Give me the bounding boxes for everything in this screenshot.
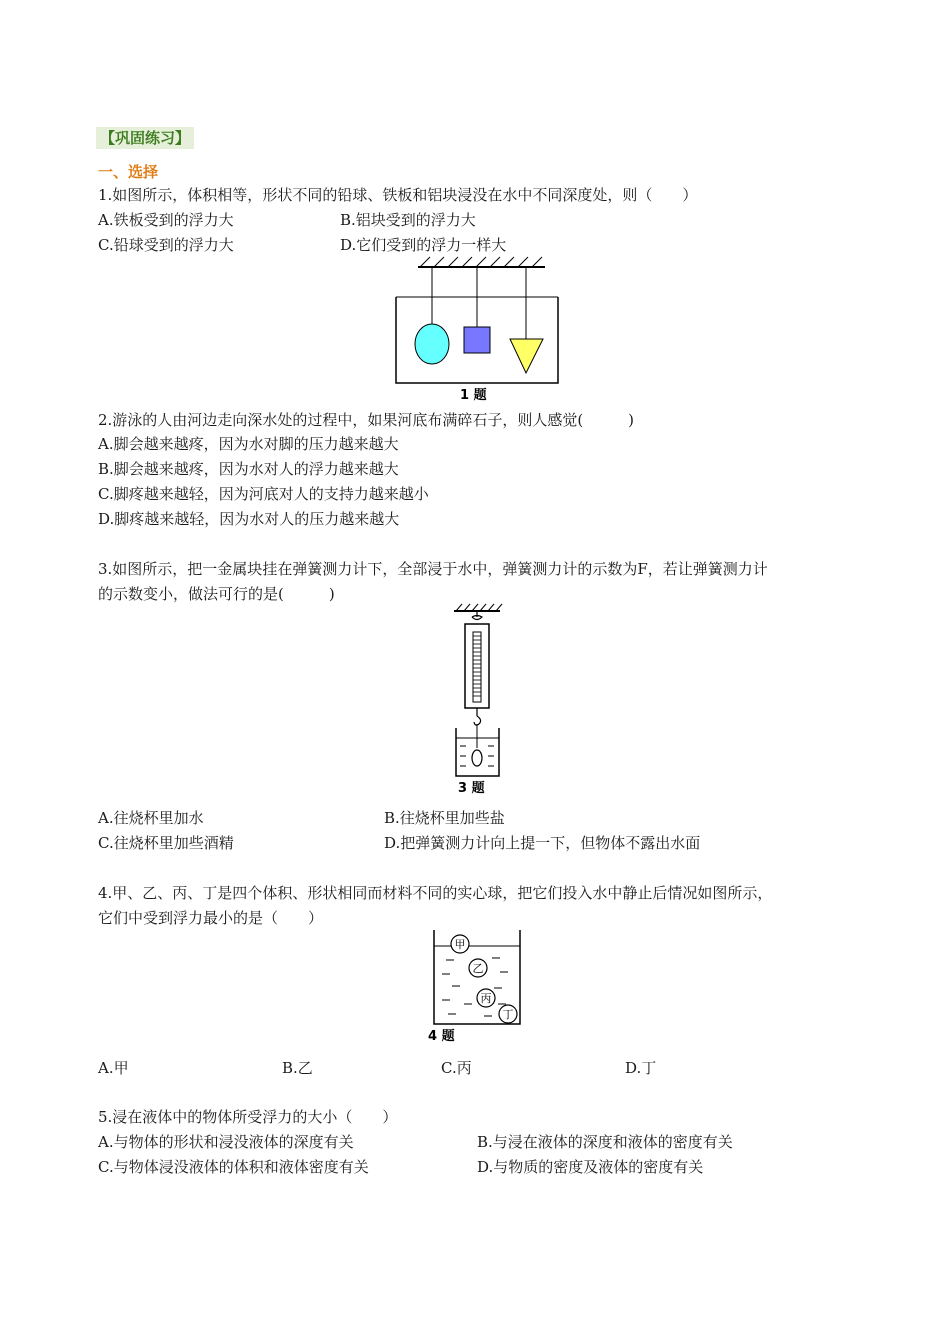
q2-option-d: D.脚疼越来越轻，因为水对人的压力越来越大: [98, 510, 400, 528]
q4-figure: [428, 926, 528, 1046]
q4-option-a: A.甲: [98, 1059, 129, 1077]
q2-option-c: C.脚疼越来越轻，因为河底对人的支持力越来越小: [98, 485, 429, 503]
lead-sphere: [415, 324, 449, 364]
q1-stem: 1.如图所示，体积相等，形状不同的铅球、铁板和铝块浸没在水中不同深度处，则（ ）: [98, 186, 698, 204]
q3-option-a: A.往烧杯里加水: [98, 809, 204, 827]
ball-ding: [499, 1005, 517, 1023]
q2-option-a: A.脚会越来越疼，因为水对脚的压力越来越大: [98, 435, 399, 453]
q4-stem-line2: 它们中受到浮力最小的是（ ）: [98, 909, 324, 927]
q3-option-d: D.把弹簧测力计向上提一下，但物体不露出水面: [384, 834, 701, 852]
q2-stem: 2.游泳的人由河边走向深水处的过程中，如果河底布满碎石子，则人感觉( ): [98, 411, 635, 429]
q4-caption: 4 题: [428, 1029, 455, 1044]
q4-stem-line1: 4.甲、乙、丙、丁是四个体积、形状相同而材料不同的实心球，把它们投入水中静止后情况如图所示，: [98, 884, 773, 902]
q3-option-b: B.往烧杯里加些盐: [384, 809, 505, 827]
q1-figure: [390, 255, 560, 405]
metal-block: [472, 750, 482, 766]
spring-scale-tube: [473, 632, 481, 702]
q4-option-c: C.丙: [441, 1059, 472, 1077]
q5-stem: 5.浸在液体中的物体所受浮力的大小（ ）: [98, 1108, 398, 1126]
section-title: 一、选择: [98, 163, 159, 181]
q5-option-d: D.与物质的密度及液体的密度有关: [477, 1158, 704, 1176]
q3-ceiling-hatch: [456, 604, 502, 611]
spring-scale-hook: [474, 716, 481, 725]
q3-top-ring: [472, 616, 482, 620]
q1-ceiling-hatch: [420, 257, 542, 267]
q4-option-b: B.乙: [282, 1059, 313, 1077]
q3-option-c: C.往烧杯里加些酒精: [98, 834, 234, 852]
q3-stem-line1: 3.如图所示，把一金属块挂在弹簧测力计下，全部浸于水中，弹簧测力计的示数为F，若让弹簧测力计: [98, 560, 768, 578]
aluminium-triangle: [510, 339, 543, 373]
q4-option-d: D.丁: [625, 1059, 657, 1077]
iron-cube: [464, 327, 490, 353]
ball-jia: [451, 935, 469, 953]
q1-option-c: C.铅球受到的浮力大: [98, 236, 234, 254]
q1-option-a: A.铁板受到的浮力大: [98, 211, 234, 229]
ball-yi: [469, 959, 487, 977]
q1-option-d: D.它们受到的浮力一样大: [340, 236, 507, 254]
ball-bing: [477, 989, 495, 1007]
q5-option-c: C.与物体浸没液体的体积和液体密度有关: [98, 1158, 369, 1176]
q2-option-b: B.脚会越来越疼，因为水对人的浮力越来越大: [98, 460, 399, 478]
ball-jia-label: 甲: [454, 938, 466, 951]
q3-figure: [448, 600, 508, 795]
ball-ding-label: 丁: [502, 1008, 514, 1021]
q1-option-b: B.铝块受到的浮力大: [340, 211, 476, 229]
q1-caption: 1 题: [460, 388, 487, 403]
ball-yi-label: 乙: [472, 962, 484, 975]
q3-stem-line2: 的示数变小，做法可行的是( ): [98, 585, 335, 603]
practice-header: 【巩固练习】: [96, 127, 194, 149]
ball-bing-label: 丙: [480, 992, 492, 1005]
q3-caption: 3 题: [458, 781, 485, 795]
q5-option-a: A.与物体的形状和浸没液体的深度有关: [98, 1133, 354, 1151]
q5-option-b: B.与浸在液体的深度和液体的密度有关: [477, 1133, 733, 1151]
